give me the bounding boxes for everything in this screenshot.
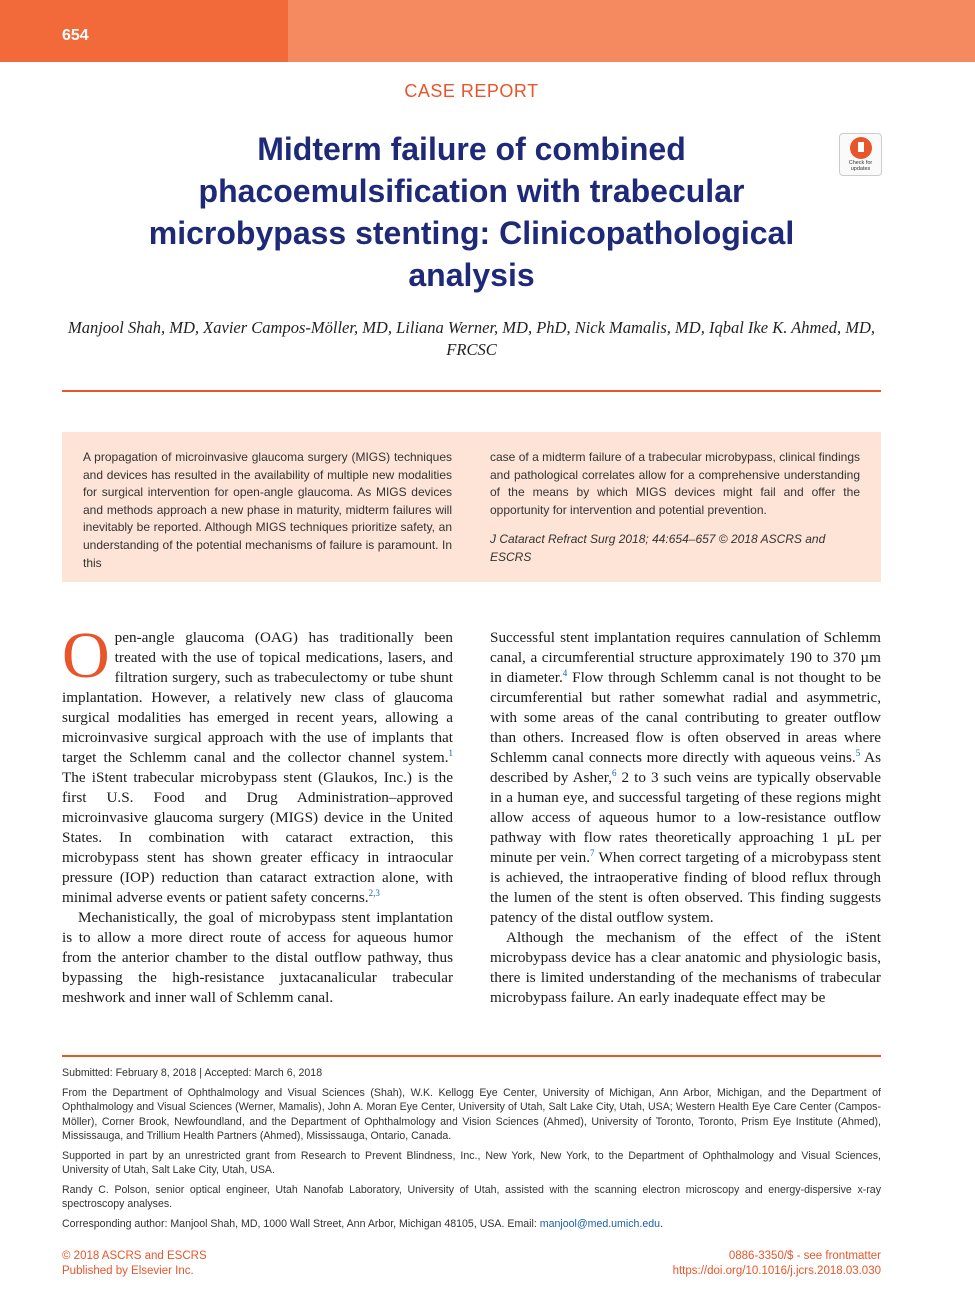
body-text: When correct targeting of a microbypass stent is achieved, the intraoperative finding of blood reflux through the lumen of the stent is often observed. This finding suggests patency of the distal outflow system. [490, 849, 881, 926]
issn: 0886-3350/$ - see frontmatter [728, 1250, 881, 1262]
affiliations: From the Department of Ophthalmology and Visual Sciences (Shah), W.K. Kellogg Eye Center, University of Michigan, Ann Arbor, Michigan, and the Department of Ophthalmology and Visual Sciences (Werner, Mamalis), John A. Moran Eye Center, University of Utah, Salt Lake City, Utah, USA; Western Health Eye Care Center (Campos-Möller), Corner Brook, Newfoundland, and the Department of Ophthalmology and Vision Sciences (Ahmed), University of Toronto, Toronto, Prism Eye Institute (Ahmed), Mississauga, and Trillium Health Partners (Ahmed), Mississauga, Ontario, Canada. [62, 1086, 881, 1142]
corresponding-suffix: . [660, 1217, 664, 1230]
footer-left [62, 1249, 207, 1279]
abstract-column-2 [490, 449, 860, 567]
author-list: Manjool Shah, MD, Xavier Campos-Möller, MD, Liliana Werner, MD, PhD, Nick Mamalis, MD, Iqbal Ike K. Ahmed, MD, FRCSC [67, 318, 876, 359]
journal-citation: J Cataract Refract Surg 2018; 44:654–657 © 2018 ASCRS and ESCRS [490, 532, 826, 564]
doi-link[interactable]: https://doi.org/10.1016/j.jcrs.2018.03.030 [672, 1265, 881, 1277]
reference-link[interactable]: 7 [590, 847, 595, 858]
publisher: Published by Elsevier Inc. [62, 1265, 194, 1277]
reference-link[interactable]: 5 [855, 747, 861, 758]
footer-right [600, 1249, 881, 1279]
footnotes [62, 1055, 881, 1236]
reference-link[interactable]: 6 [612, 767, 617, 778]
acknowledgement: Randy C. Polson, senior optical engineer, Utah Nanofab Laboratory, University of Utah, assisted with the scanning electron microscopy and energy-dispersive x-ray spectroscopy analyses. [62, 1183, 881, 1210]
body-text: Successful stent implantation requires cannulation of Schlemm canal, a circumferential structure approximately 190 to 370 µm in diameter. [490, 629, 881, 686]
abstract-text-2: case of a midterm failure of a trabecular microbypass, clinical findings and pathological correlates allow for a comprehensive understanding of the means by which MIGS devices might fail and offer the opportunity for intervention and potential prevention. [490, 450, 860, 517]
body-paragraph-3 [490, 628, 881, 928]
body-text: Flow through Schlemm canal is not thought to be circumferential but rather somewhat radial and asymmetric, with some areas of the canal contributing to greater outflow than others. Increased flow is often observed in areas where Schlemm canal connects more directly with aqueous veins. [490, 669, 881, 766]
body-text: As described by Asher, [490, 749, 881, 786]
check-for-updates-label: Check for updates [848, 160, 873, 172]
body-text: 2 to 3 such veins are typically observable in a human eye, and successful targeting of these regions might allow access of aqueous humor to a low-resistance outflow pathway with flow rates theoretically approaching 1 µL per minute per vein. [490, 769, 881, 866]
body-paragraph-2: Mechanistically, the goal of microbypass stent implantation is to allow a more direct route of access for aqueous humor from the anterior chamber to the distal outflow pathway, thus bypassing the high-resistance juxtacanalicular trabecular meshwork and inner wall of Schlemm canal. [62, 909, 453, 1006]
title-divider [62, 390, 881, 392]
corresponding-text: Corresponding author: Manjool Shah, MD, 1000 Wall Street, Ann Arbor, Michigan 48105, USA. Email: [62, 1217, 540, 1230]
drop-cap: O [62, 619, 110, 692]
header-bar-left [0, 0, 288, 62]
reference-link[interactable]: 4 [562, 667, 568, 678]
corresponding-author [62, 1217, 881, 1232]
abstract-column-1: A propagation of microinvasive glaucoma surgery (MIGS) techniques and devices has resulted in the availability of multiple new modalities for surgical intervention for open-angle glaucoma. As MIGS devices and methods approach a new phase in maturity, midterm failures will inevitably be reported. Although MIGS techniques prioritize safety, an understanding of the potential mechanisms of failure is paramount. In this [83, 450, 452, 570]
reference-link[interactable]: 2,3 [368, 887, 380, 898]
reference-link[interactable]: 1 [448, 747, 453, 758]
body-column-2 [490, 628, 881, 1008]
section-label: CASE REPORT [404, 81, 539, 101]
submission-dates: Submitted: February 8, 2018 | Accepted: March 6, 2018 [62, 1067, 323, 1079]
check-for-updates-button[interactable] [839, 133, 882, 176]
copyright: © 2018 ASCRS and ESCRS [62, 1250, 207, 1262]
page-number: 654 [62, 27, 89, 44]
body-text: pen-angle glaucoma (OAG) has traditionally been treated with the use of topical medications, lasers, and filtration surgery, such as trabeculectomy or tube shunt implantation. However, a relatively new class of glaucoma surgical modalities has emerged in recent years, allowing a microinvasive surgical approach with the use of implants that target the Schlemm canal and the collector channel system. [62, 629, 453, 766]
body-column-1 [62, 619, 453, 1008]
header-bar-right [288, 0, 975, 62]
abstract-box [62, 432, 881, 582]
email-link[interactable]: manjool@med.umich.edu [539, 1217, 661, 1230]
body-paragraph-1 [62, 619, 453, 908]
funding-statement: Supported in part by an unrestricted grant from Research to Prevent Blindness, Inc., New York, New York, to the Department of Ophthalmology and Visual Sciences, University of Utah, Salt Lake City, Utah, USA. [62, 1149, 881, 1176]
body-text: The iStent trabecular microbypass stent (Glaukos, Inc.) is the first U.S. Food and Drug Administration–approved microinvasive glaucoma surgery (MIGS) device in the United States. In combination with cataract extraction, this microbypass stent has shown greater efficacy in intraocular pressure (IOP) reduction than cataract extraction alone, with minimal adverse events or patient safety concerns. [62, 769, 453, 906]
bookmark-icon [850, 137, 872, 159]
header-bar [0, 0, 975, 62]
article-title: Midterm failure of combined phacoemulsification with trabecular microbypass stenting: Clinicopathological analysis [148, 131, 795, 293]
body-paragraph-4: Although the mechanism of the effect of the iStent microbypass device has a clear anatomic and physiologic basis, there is limited understanding of the mechanisms of trabecular microbypass failure. An early inadequate effect may be [490, 929, 881, 1006]
